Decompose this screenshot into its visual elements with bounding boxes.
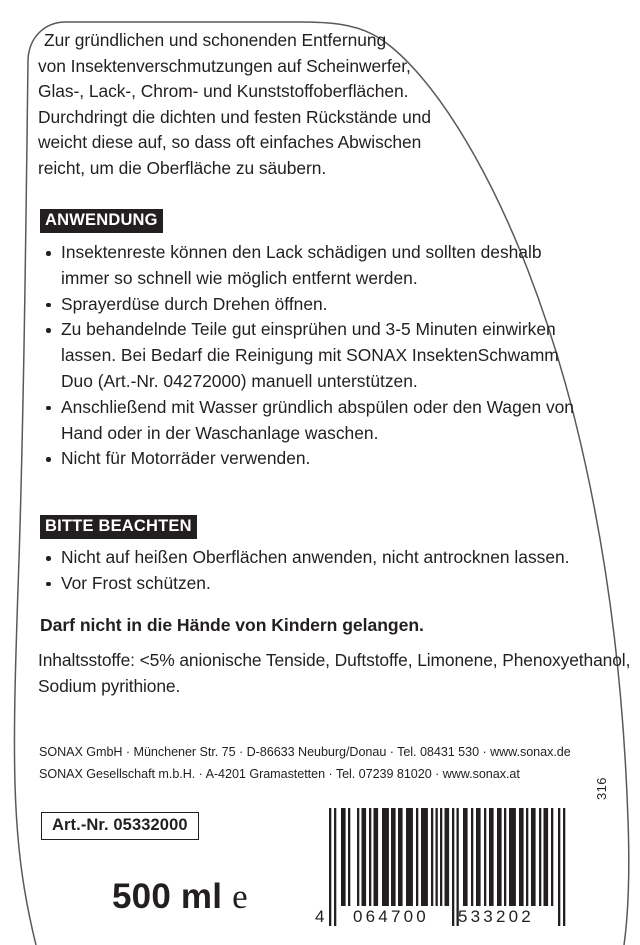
section-heading-anwendung: ANWENDUNG bbox=[40, 209, 163, 233]
lot-code: 316 bbox=[594, 777, 609, 800]
intro-line: reicht, um die Oberfläche zu säubern. bbox=[38, 157, 327, 178]
bullet-line: Insektenreste können den Lack schädigen und sollten deshalb bbox=[61, 242, 542, 262]
bullet-line: Zu behandelnde Teile gut einsprühen und 3-5 Minuten einwirken bbox=[61, 319, 556, 340]
bullet-line: lassen. Bei Bedarf die Reinigung mit SONAX InsektenSchwamm bbox=[61, 345, 559, 366]
estimated-sign-icon: e bbox=[232, 877, 248, 916]
bullet-line: Sprayerdüse durch Drehen öffnen. bbox=[61, 293, 328, 314]
barcode-digit-group-2: 064700 bbox=[353, 907, 429, 926]
list-item bbox=[42, 240, 542, 292]
bullet-line: Vor Frost schützen. bbox=[61, 572, 211, 593]
intro-line: Durchdringt die dichten und festen Rückstände und bbox=[38, 106, 431, 127]
ingredients-line: Sodium pyrithione. bbox=[38, 675, 181, 696]
children-warning: Darf nicht in die Hände von Kindern gelangen. bbox=[40, 615, 424, 635]
bullet-line: immer so schnell wie möglich entfernt werden. bbox=[61, 267, 418, 288]
list-item bbox=[42, 446, 512, 472]
bullet-line: Hand oder in der Waschanlage waschen. bbox=[61, 422, 379, 443]
volume-value: 500 ml bbox=[112, 877, 223, 916]
intro-line: Glas-, Lack-, Chrom- und Kunststoffoberflächen. bbox=[38, 81, 409, 102]
barcode-digit-group-3: 533202 bbox=[458, 907, 534, 926]
barcode bbox=[313, 806, 581, 930]
company-address bbox=[39, 742, 619, 785]
list-item bbox=[42, 571, 562, 597]
intro-line: weicht diese auf, so dass oft einfaches Abwischen bbox=[38, 132, 422, 153]
article-number-box: Art.-Nr. 05332000 bbox=[41, 812, 199, 840]
anwendung-bullet-list bbox=[42, 240, 574, 472]
list-item bbox=[42, 292, 512, 318]
bullet-line: Anschließend mit Wasser gründlich abspülen oder den Wagen von bbox=[61, 396, 574, 417]
list-item bbox=[42, 395, 574, 447]
company-line: SONAX Gesellschaft m.b.H. · A-4201 Gramastetten · Tel. 07239 81020 · www.sonax.at bbox=[39, 766, 520, 781]
section-heading-bitte-beachten: BITTE BEACHTEN bbox=[40, 515, 197, 539]
barcode-digits bbox=[313, 906, 581, 930]
intro-paragraph bbox=[38, 28, 458, 182]
ingredients-text bbox=[38, 648, 631, 699]
company-line: SONAX GmbH · Münchener Str. 75 · D-86633 Neuburg/Donau · Tel. 08431 530 · www.sonax.de bbox=[39, 745, 571, 759]
bullet-line: Nicht auf heißen Oberflächen anwenden, nicht antrocknen lassen. bbox=[61, 547, 570, 567]
volume-amount bbox=[112, 878, 248, 916]
bullet-line: Nicht für Motorräder verwenden. bbox=[61, 448, 311, 469]
barcode-digit-group-1: 4 bbox=[315, 907, 328, 926]
list-item bbox=[42, 545, 570, 571]
bullet-line: Duo (Art.-Nr. 04272000) manuell unterstützen. bbox=[61, 370, 418, 391]
intro-line: Zur gründlichen und schonenden Entfernung bbox=[44, 30, 387, 50]
bitte-beachten-bullet-list bbox=[42, 545, 570, 597]
list-item bbox=[42, 317, 559, 394]
intro-line: von Insektenverschmutzungen auf Scheinwerfer, bbox=[38, 55, 411, 76]
ingredients-line: Inhaltsstoffe: <5% anionische Tenside, Duftstoffe, Limonene, Phenoxyethanol, bbox=[38, 650, 631, 670]
